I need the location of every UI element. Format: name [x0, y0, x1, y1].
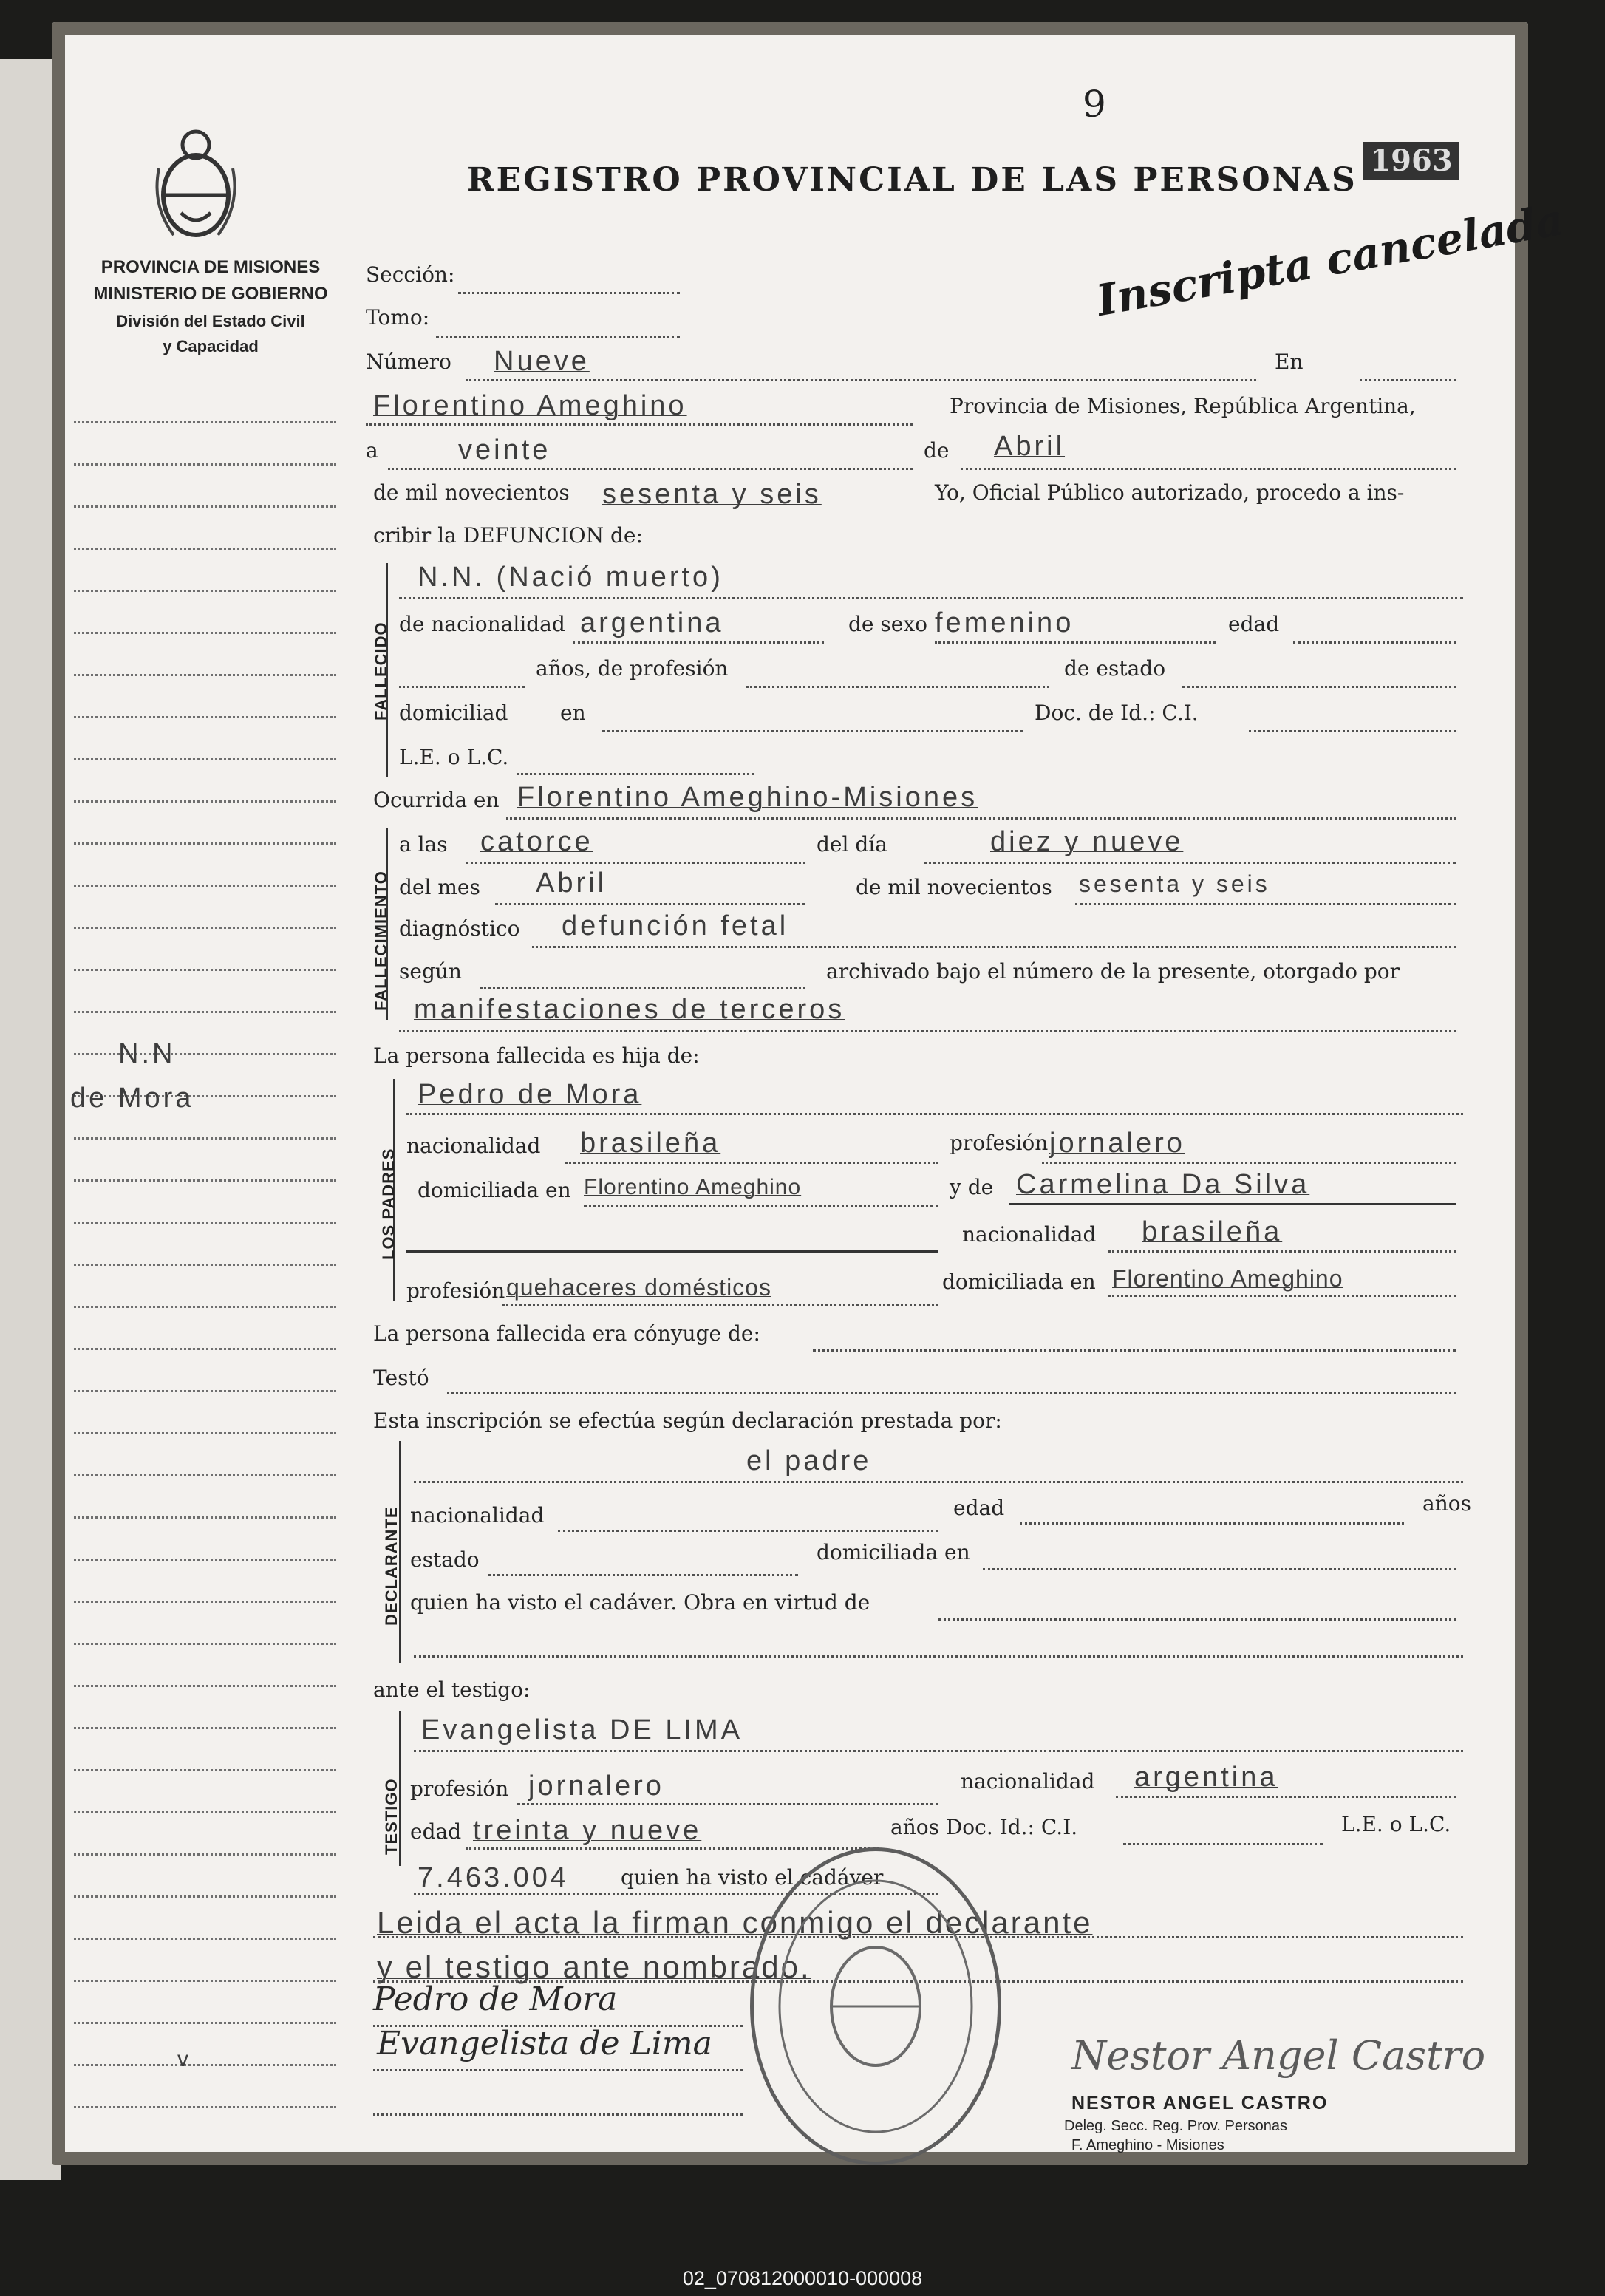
official-title: Deleg. Secc. Reg. Prov. Personas: [1064, 2118, 1287, 2134]
ante-testigo-label: ante el testigo:: [373, 1677, 531, 1702]
le-label: L.E. o L.C.: [399, 745, 509, 769]
hora-line: [466, 862, 805, 864]
margin-rule: [74, 674, 336, 676]
leida-line1: Leida el acta la firman conmigo el declarante: [377, 1905, 1093, 1940]
de-mil2-label: de mil novecientos: [856, 875, 1052, 899]
mes-line: [961, 468, 1456, 470]
decl-dom-label: domiciliada en: [817, 1540, 970, 1564]
decl-anos-label: años: [1422, 1491, 1471, 1516]
sexo-value: femenino: [935, 607, 1074, 638]
docid-line: [1249, 730, 1456, 732]
hora-value: catorce: [480, 826, 593, 857]
testigo-nac-value: argentina: [1134, 1762, 1278, 1793]
margin-rule: [74, 2064, 336, 2066]
firma-rule3: [373, 2113, 743, 2116]
padre-prof-label: profesión: [950, 1131, 1049, 1155]
madre-dom-value: Florentino Ameghino: [1112, 1265, 1343, 1292]
padre-nac-label: nacionalidad: [406, 1134, 541, 1158]
nacionalidad-label: de nacionalidad: [399, 612, 565, 636]
decl-edad-line: [1020, 1522, 1404, 1525]
margin-rule: [74, 548, 336, 550]
testigo-prof-line: [517, 1803, 938, 1805]
testigo-edad-value: treinta y nueve: [473, 1815, 702, 1846]
margin-rule: [74, 758, 336, 760]
edad-label: edad: [1228, 612, 1280, 636]
margin-rule: [74, 1516, 336, 1519]
madre-dom-label: domiciliada en: [942, 1270, 1096, 1294]
padre-signature: Pedro de Mora: [373, 1980, 618, 2018]
margin-rule: [74, 1474, 336, 1476]
margin-rule: [74, 1643, 336, 1645]
anio-fall-value: sesenta y seis: [1079, 871, 1270, 897]
ocurrida-value: Florentino Ameghino-Misiones: [517, 782, 978, 813]
testigo-prof-value: jornalero: [528, 1771, 664, 1802]
image-id-footer: 02_070812000010-000008: [682, 2267, 923, 2289]
nacionalidad-value: argentina: [580, 607, 724, 638]
testigo-value: Evangelista DE LIMA: [421, 1714, 743, 1745]
padre-dom-line: [584, 1205, 938, 1207]
margin-rule: [74, 1980, 336, 1982]
margin-rule: [74, 927, 336, 929]
madre-prof-value: quehaceres domésticos: [506, 1274, 771, 1301]
madre-dom-line: [1108, 1295, 1456, 1297]
padre-line: [406, 1113, 1463, 1115]
madre-label: y de: [950, 1175, 994, 1199]
profesion-label: años, de profesión: [536, 656, 729, 681]
oficial-label: Yo, Oficial Público autorizado, procedo a ins-: [935, 480, 1405, 505]
le-line: [517, 773, 754, 775]
a-las-label: a las: [399, 832, 448, 856]
docid-label: Doc. de Id.: C.I.: [1035, 701, 1199, 725]
firma-rule1: [373, 2025, 743, 2027]
margin-rule: [74, 1559, 336, 1561]
margin-rule: [74, 1727, 336, 1729]
padres-section-label: LOS PADRES: [379, 1148, 398, 1260]
margin-rule: [74, 2106, 336, 2108]
margin-rule: [74, 1264, 336, 1266]
margin-rule: [74, 1011, 336, 1013]
margin-rule: [74, 590, 336, 592]
padre-nac-line: [565, 1162, 938, 1164]
testigo-ci-line: [1123, 1843, 1323, 1845]
edad-line: [1293, 641, 1456, 644]
tomo-line: [436, 336, 680, 338]
fallecido-section-label: FALLECIDO: [372, 621, 390, 721]
testigo-ci-value: 7.463.004: [418, 1862, 570, 1893]
cribir-label: cribir la DEFUNCION de:: [373, 523, 643, 548]
official-location: F. Ameghino - Misiones: [1071, 2137, 1224, 2153]
archivado-label: archivado bajo el número de la presente, otorgado por: [826, 959, 1400, 984]
hija-de-label: La persona fallecida es hija de:: [373, 1043, 700, 1068]
madre-prof-label: profesión: [406, 1278, 505, 1303]
margin-rule: [74, 1811, 336, 1813]
mes-value: Abril: [994, 431, 1066, 462]
coat-of-arms-icon: [151, 124, 240, 242]
inscripcion-label: Esta inscripción se efectúa según declaración prestada por:: [373, 1408, 1002, 1433]
edad-value-line: [399, 686, 525, 688]
testigo-le-label: L.E. o L.C.: [1341, 1812, 1451, 1836]
testigo-edad-label: edad: [410, 1819, 462, 1844]
dia-label: del día: [817, 832, 887, 856]
numero-value: Nueve: [494, 346, 590, 377]
testigo-nac-label: nacionalidad: [961, 1769, 1095, 1793]
numero-line: [466, 379, 1256, 381]
ocurrida-label: Ocurrida en: [373, 788, 500, 812]
nombre-value: N.N. (Nació muerto): [418, 562, 723, 593]
declarante-section-label: DECLARANTE: [382, 1506, 401, 1626]
sexo-line: [935, 641, 1216, 644]
margin-rule: [74, 1390, 336, 1392]
margin-rule: [74, 1179, 336, 1182]
lugar-value: Florentino Ameghino: [373, 390, 687, 421]
madre-line: [1009, 1203, 1456, 1205]
mes-label: del mes: [399, 875, 480, 899]
testigo-nac-line: [1116, 1796, 1456, 1798]
en-label: En: [1275, 350, 1304, 374]
margin-rule: [74, 1432, 336, 1434]
page-title: REGISTRO PROVINCIAL DE LAS PERSONAS: [467, 161, 1357, 199]
padre-prof-line: [1042, 1162, 1456, 1164]
visto-line: [938, 1618, 1456, 1621]
testigo-doc-label: años Doc. Id.: C.I.: [890, 1815, 1078, 1839]
padre-value: Pedro de Mora: [418, 1079, 642, 1110]
otorgado-line: [399, 1030, 1456, 1032]
margin-rule: [74, 716, 336, 718]
de-mil-label: de mil novecientos: [373, 480, 570, 505]
margin-rule: [74, 2022, 336, 2024]
official-name: NESTOR ANGEL CASTRO: [1071, 2093, 1329, 2113]
dia-fall-value: diez y nueve: [990, 826, 1184, 857]
mes-fall-value: Abril: [536, 868, 607, 899]
sexo-label: de sexo: [848, 612, 927, 636]
segun-label: según: [399, 959, 462, 984]
visto-label: quien ha visto el cadáver. Obra en virtud de: [410, 1590, 870, 1615]
decl-nac-label: nacionalidad: [410, 1503, 545, 1527]
diagnostico-line: [532, 946, 1456, 948]
margin-rule: [74, 1053, 336, 1055]
padre-dom-value: Florentino Ameghino: [584, 1175, 802, 1199]
provincia-label: Provincia de Misiones, República Argentina,: [950, 394, 1416, 418]
anio-fall-line: [1075, 903, 1456, 905]
capacity-label: y Capacidad: [163, 337, 259, 355]
otorgado-value: manifestaciones de terceros: [414, 994, 845, 1025]
estado-label: de estado: [1064, 656, 1166, 681]
visto2-label: quien ha visto el cadáver: [621, 1865, 884, 1890]
margin-rule: [74, 1348, 336, 1350]
ocurrida-line: [506, 817, 1456, 820]
tomo-label: Tomo:: [366, 305, 430, 330]
numero-label: Número: [366, 350, 451, 374]
division-label: División del Estado Civil: [116, 312, 305, 330]
testigo-line: [414, 1750, 1463, 1752]
decl-edad-label: edad: [953, 1496, 1005, 1520]
domicilio-en-label: en: [560, 701, 586, 725]
estado-line: [1182, 686, 1456, 688]
margin-rule: [74, 842, 336, 845]
segun-line: [480, 987, 805, 989]
margin-note-surname: de Mora: [70, 1083, 194, 1114]
testigo-signature: Evangelista de Lima: [377, 2025, 712, 2062]
margin-rule: [74, 1895, 336, 1898]
profesion-line: [746, 686, 1049, 688]
domicilio-line: [602, 730, 1023, 732]
ministry-label: MINISTERIO DE GOBIERNO: [93, 284, 328, 304]
seccion-line: [458, 292, 680, 294]
madre-nac-label: nacionalidad: [962, 1222, 1097, 1247]
margin-note-name: N.N: [118, 1038, 176, 1069]
page-number: 9: [1083, 83, 1106, 126]
nacionalidad-line: [573, 641, 824, 644]
margin-rule: [74, 1137, 336, 1140]
province-label: PROVINCIA DE MISIONES: [100, 257, 321, 277]
margin-rule: [74, 1853, 336, 1856]
firma-rule2: [373, 2069, 743, 2071]
margin-rule: [74, 463, 336, 466]
margin-check-mark: v: [177, 2047, 191, 2071]
conyuge-line: [813, 1349, 1456, 1352]
testigo-edad-line: [466, 1847, 879, 1850]
testo-label: Testó: [373, 1366, 429, 1390]
official-signature: Nestor Angel Castro: [1071, 2032, 1486, 2079]
declarante-value: el padre: [746, 1445, 872, 1476]
declarante-line: [414, 1481, 1463, 1483]
decl-dom-line: [983, 1568, 1456, 1570]
en-line: [1360, 379, 1456, 381]
diagnostico-value: defunción fetal: [562, 910, 789, 941]
madre-nac-line: [1108, 1250, 1456, 1253]
decl-estado-label: estado: [410, 1547, 480, 1572]
anio-value: sesenta y seis: [602, 479, 822, 510]
mes-fall-line: [495, 903, 805, 905]
margin-rule: [74, 1601, 336, 1603]
margin-rule: [74, 505, 336, 508]
diagnostico-label: diagnóstico: [399, 916, 520, 941]
de-label: de: [924, 438, 950, 463]
madre-nac-value: brasileña: [1142, 1216, 1283, 1247]
margin-rule: [74, 421, 336, 423]
margin-rule: [74, 1685, 336, 1687]
padre-prof-value: jornalero: [1049, 1128, 1185, 1159]
padre-dom-label: domiciliada en: [418, 1178, 571, 1202]
madre-value: Carmelina Da Silva: [1016, 1169, 1310, 1200]
margin-rule: [74, 632, 336, 634]
handwritten-header: Inscripta cancelada: [1092, 194, 1568, 327]
domicilio-label: domiciliad: [399, 701, 508, 725]
seccion-label: Sección:: [366, 262, 455, 287]
margin-rule: [74, 1769, 336, 1771]
official-seal: [750, 1847, 1001, 2165]
testigo-prof-label: profesión: [410, 1776, 509, 1801]
fallecimiento-section-label: FALLECIMIENTO: [372, 871, 390, 1011]
testo-line: [447, 1392, 1456, 1394]
conyuge-label: La persona fallecida era cónyuge de:: [373, 1321, 760, 1346]
testigo-section-label: TESTIGO: [382, 1778, 401, 1855]
decl-extra-line: [414, 1655, 1463, 1658]
padres-divider: [406, 1250, 938, 1253]
dia-value: veinte: [458, 435, 551, 466]
dia-fall-line: [924, 862, 1456, 864]
margin-rule: [74, 1222, 336, 1224]
margin-rule: [74, 1306, 336, 1308]
year-stamp: 1963: [1363, 142, 1459, 180]
leida-line2: y el testigo ante nombrado.: [377, 1949, 811, 1984]
decl-estado-line: [488, 1574, 798, 1576]
margin-rule: [74, 969, 336, 971]
dia-line: [388, 468, 913, 470]
margin-rule: [74, 885, 336, 887]
margin-rule: [74, 1938, 336, 1940]
lugar-line: [366, 423, 913, 426]
nombre-line: [399, 597, 1463, 599]
madre-prof-line: [502, 1304, 938, 1306]
padre-nac-value: brasileña: [580, 1128, 721, 1159]
margin-rule: [74, 800, 336, 803]
decl-nac-line: [558, 1530, 938, 1532]
a-label: a: [366, 438, 378, 463]
